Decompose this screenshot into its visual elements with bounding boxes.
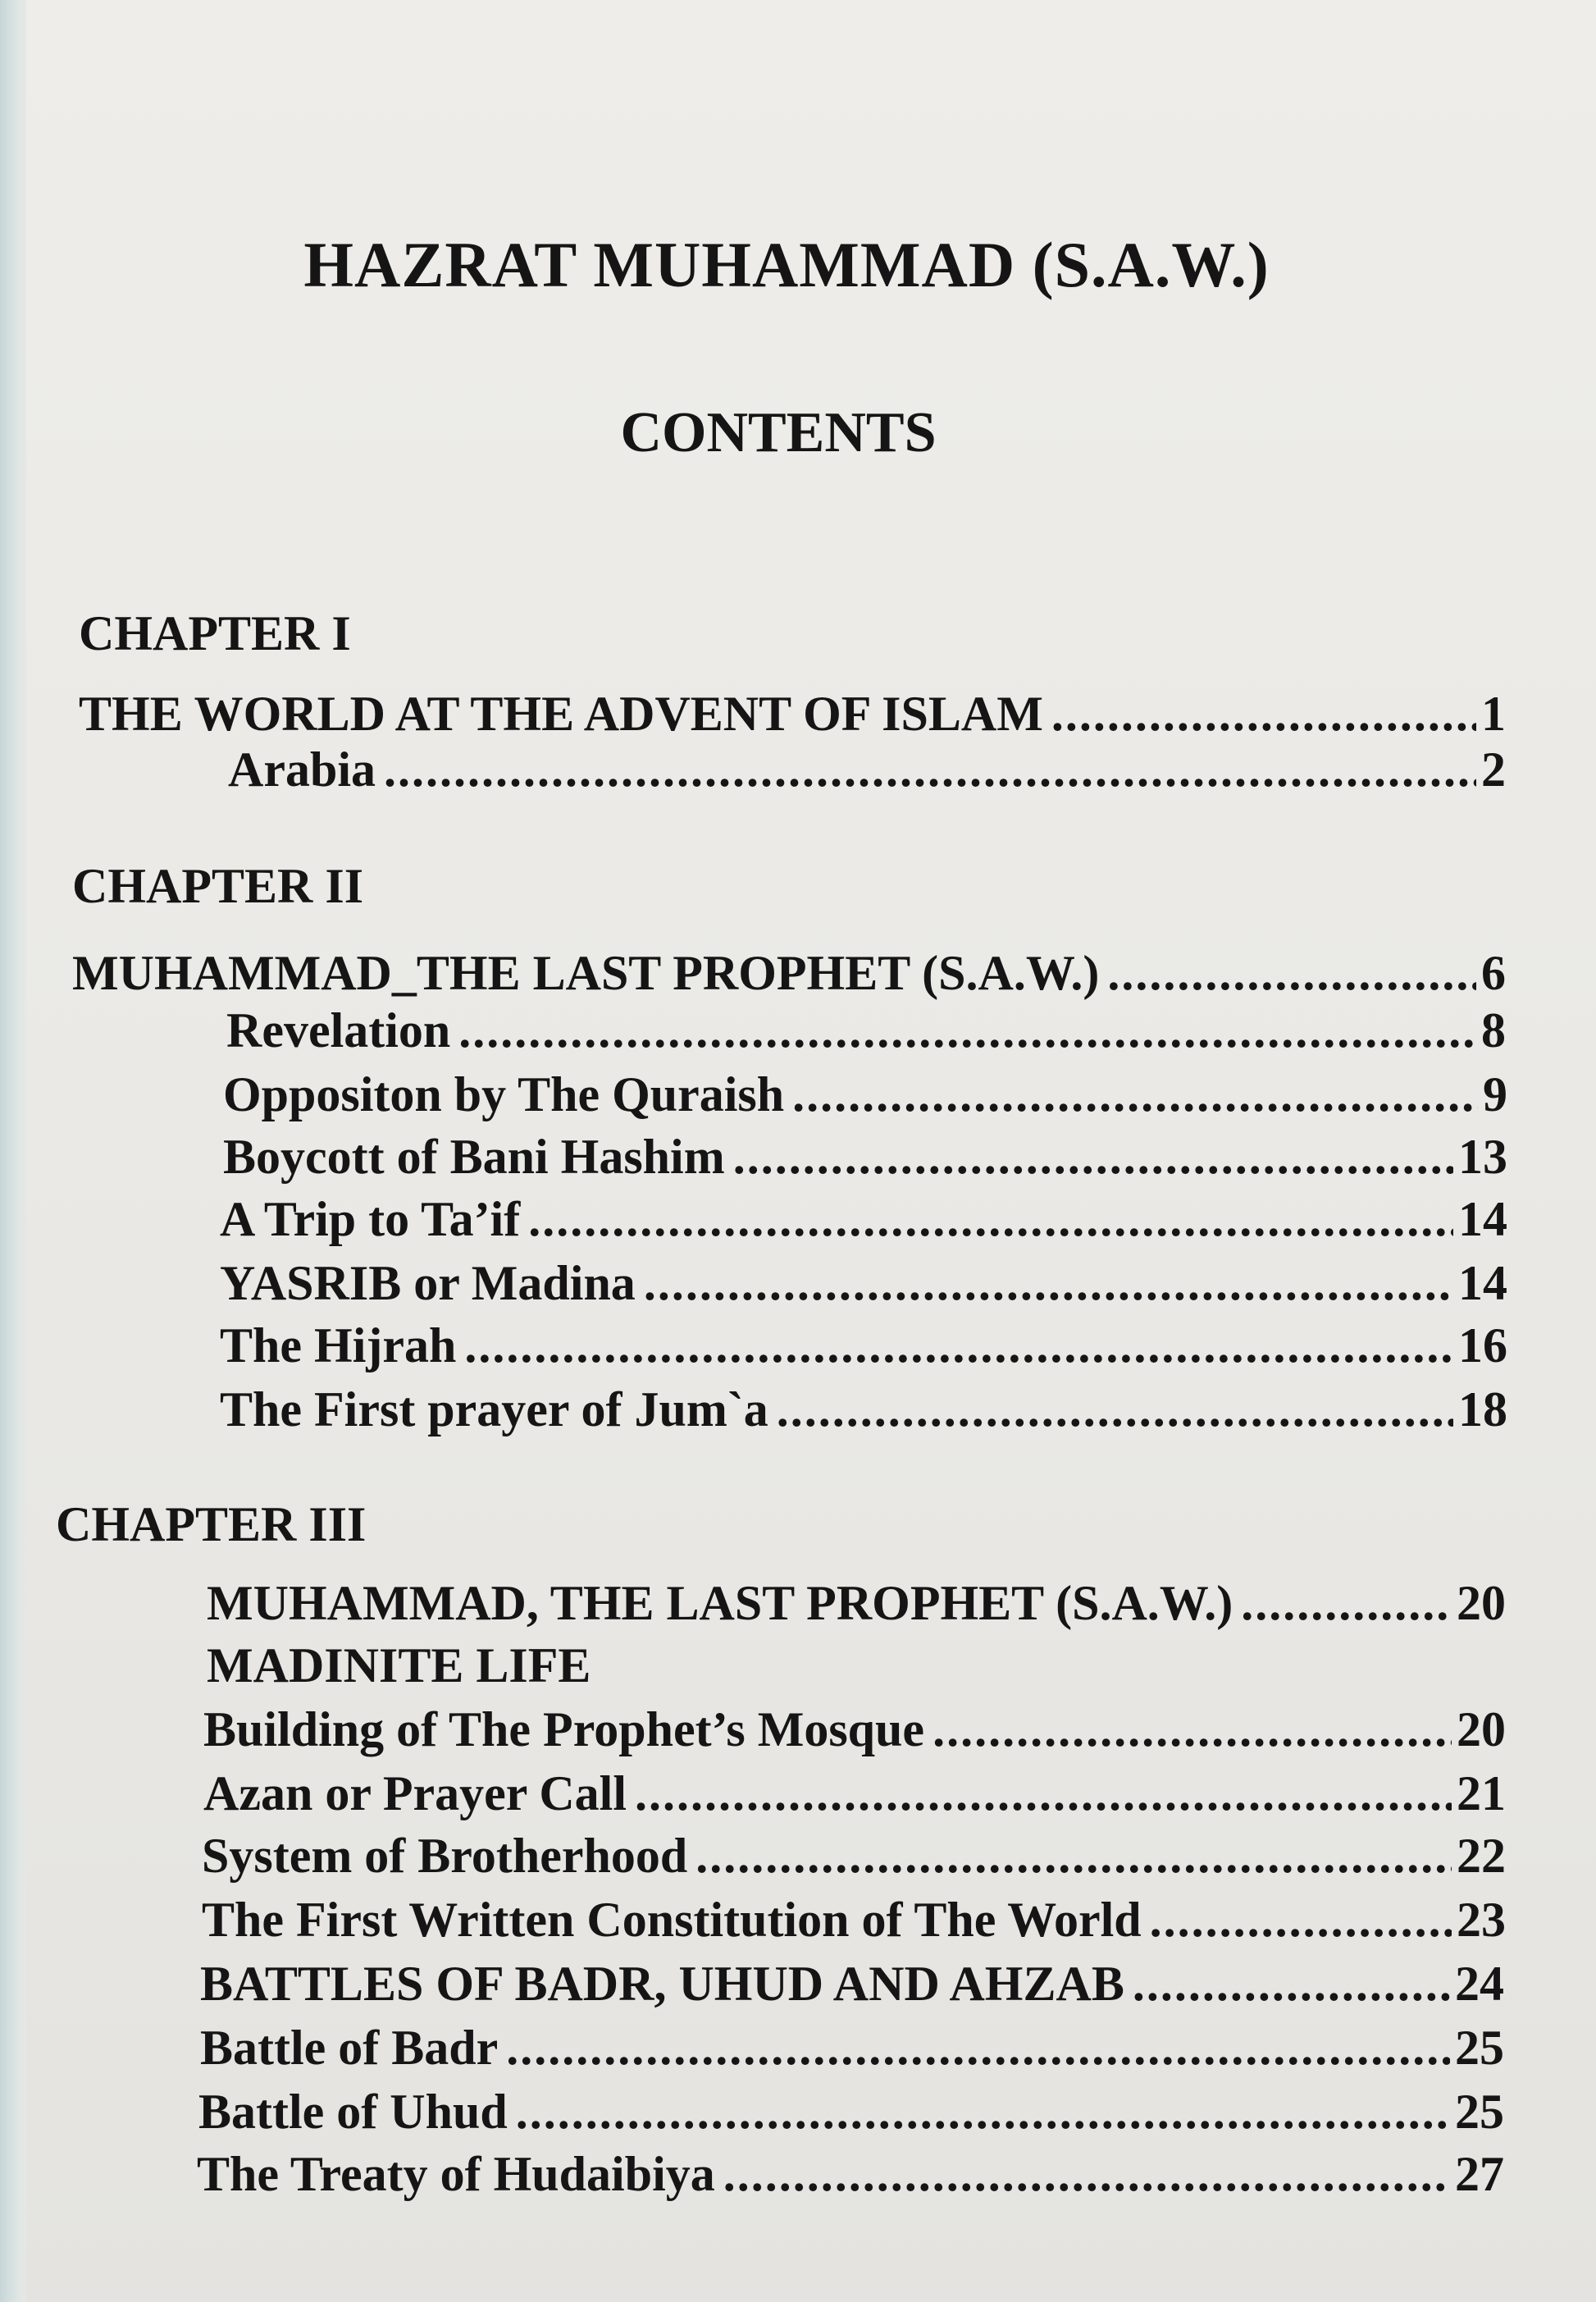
- toc-entry[interactable]: [207, 1575, 1506, 1641]
- dot-leader: [792, 1067, 1478, 1123]
- toc-entry[interactable]: [226, 1003, 1506, 1068]
- toc-entry-page: 20: [1457, 1702, 1506, 1756]
- toc-entry-page: 2: [1481, 742, 1506, 797]
- toc-entry-page: 13: [1458, 1130, 1507, 1184]
- toc-entry-page: 25: [1455, 2021, 1504, 2075]
- contents-heading: CONTENTS: [620, 401, 937, 464]
- toc-entry-page: 9: [1483, 1067, 1507, 1121]
- toc-entry[interactable]: [203, 1701, 1506, 1767]
- toc-entry-page: 27: [1455, 2147, 1504, 2201]
- dot-leader: [528, 1191, 1453, 1248]
- dot-leader: [695, 1828, 1452, 1884]
- toc-entry[interactable]: [198, 2084, 1504, 2149]
- toc-entry-title: Arabia: [228, 742, 376, 797]
- toc-entry[interactable]: [220, 1318, 1507, 1383]
- dot-leader: [1241, 1575, 1452, 1632]
- toc-entry-title: The Treaty of Hudaibiya: [197, 2147, 715, 2201]
- dot-leader: [464, 1318, 1453, 1374]
- toc-entry-title: Battle of Badr: [200, 2021, 499, 2075]
- dot-leader: [635, 1765, 1452, 1822]
- toc-entry[interactable]: [200, 1956, 1504, 2021]
- dot-leader: [1150, 1892, 1452, 1948]
- toc-entry-page: 18: [1458, 1382, 1507, 1436]
- book-edge: [0, 0, 26, 2302]
- toc-entry[interactable]: [220, 1255, 1507, 1321]
- toc-entry-title: The First Written Constitution of The World: [202, 1893, 1142, 1947]
- toc-entry-title: The Hijrah: [220, 1318, 457, 1373]
- toc-entry-title: A Trip to Ta’if: [220, 1192, 521, 1246]
- toc-entry-title: MADINITE LIFE: [207, 1638, 591, 1692]
- toc-entry-page: 14: [1458, 1192, 1507, 1246]
- toc-entry-page: 25: [1455, 2085, 1504, 2139]
- toc-entry[interactable]: [220, 1191, 1507, 1257]
- chapter-heading: CHAPTER II: [72, 859, 364, 913]
- dot-leader: [733, 1129, 1453, 1185]
- toc-entry[interactable]: [223, 1067, 1507, 1132]
- dot-leader: [384, 742, 1476, 798]
- dot-leader: [1107, 945, 1476, 1002]
- toc-entry-title: YASRIB or Madina: [220, 1256, 636, 1310]
- toc-entry[interactable]: [220, 1382, 1507, 1447]
- toc-entry-title: Azan or Prayer Call: [203, 1766, 627, 1820]
- dot-leader: [1133, 1956, 1450, 2012]
- toc-entry-page: 20: [1457, 1576, 1506, 1630]
- book-title: HAZRAT MUHAMMAD (S.A.W.): [303, 229, 1270, 300]
- toc-entry-page: 24: [1455, 1957, 1504, 2011]
- toc-entry-title: System of Brotherhood: [202, 1829, 688, 1883]
- dot-leader: [516, 2084, 1450, 2140]
- toc-entry-title: Revelation: [226, 1003, 451, 1057]
- dot-leader: [644, 1255, 1453, 1312]
- toc-entry-title: Battle of Uhud: [198, 2085, 508, 2139]
- toc-subheading[interactable]: [207, 1637, 1506, 1703]
- toc-entry[interactable]: [72, 945, 1506, 1011]
- dot-leader: [723, 2146, 1450, 2203]
- toc-entry-page: 21: [1457, 1766, 1506, 1820]
- chapter-heading: CHAPTER III: [56, 1497, 367, 1551]
- dot-leader: [1051, 686, 1476, 742]
- toc-entry-title: MUHAMMAD, THE LAST PROPHET (S.A.W.): [207, 1576, 1233, 1630]
- toc-entry-title: Boycott of Bani Hashim: [223, 1130, 725, 1184]
- toc-entry-title: Building of The Prophet’s Mosque: [203, 1702, 925, 1756]
- toc-entry-page: 8: [1481, 1003, 1506, 1057]
- dot-leader: [458, 1003, 1476, 1059]
- toc-entry[interactable]: [228, 742, 1506, 807]
- dot-leader: [506, 2020, 1450, 2076]
- toc-entry-title: THE WORLD AT THE ADVENT OF ISLAM: [79, 687, 1043, 741]
- toc-entry-title: MUHAMMAD_THE LAST PROPHET (S.A.W.): [72, 946, 1100, 1000]
- book-page: [26, 0, 1596, 2302]
- toc-entry-page: 1: [1481, 687, 1506, 741]
- toc-entry-page: 23: [1457, 1893, 1506, 1947]
- dot-leader: [933, 1701, 1452, 1758]
- toc-entry-page: 22: [1457, 1829, 1506, 1883]
- toc-entry[interactable]: [223, 1129, 1507, 1194]
- dot-leader: [777, 1382, 1453, 1438]
- toc-entry[interactable]: [200, 2020, 1504, 2085]
- toc-entry-title: The First prayer of Jum`a: [220, 1382, 768, 1436]
- chapter-heading: CHAPTER I: [79, 606, 351, 660]
- toc-entry-page: 6: [1481, 946, 1506, 1000]
- toc-entry-title: BATTLES OF BADR, UHUD AND AHZAB: [200, 1957, 1124, 2011]
- toc-entry[interactable]: [203, 1765, 1506, 1831]
- toc-entry-page: 16: [1458, 1318, 1507, 1373]
- toc-entry[interactable]: [197, 2146, 1504, 2212]
- toc-entry[interactable]: [202, 1828, 1506, 1893]
- toc-entry[interactable]: [202, 1892, 1506, 1957]
- toc-entry-title: Oppositon by The Quraish: [223, 1067, 785, 1121]
- toc-entry-page: 14: [1458, 1256, 1507, 1310]
